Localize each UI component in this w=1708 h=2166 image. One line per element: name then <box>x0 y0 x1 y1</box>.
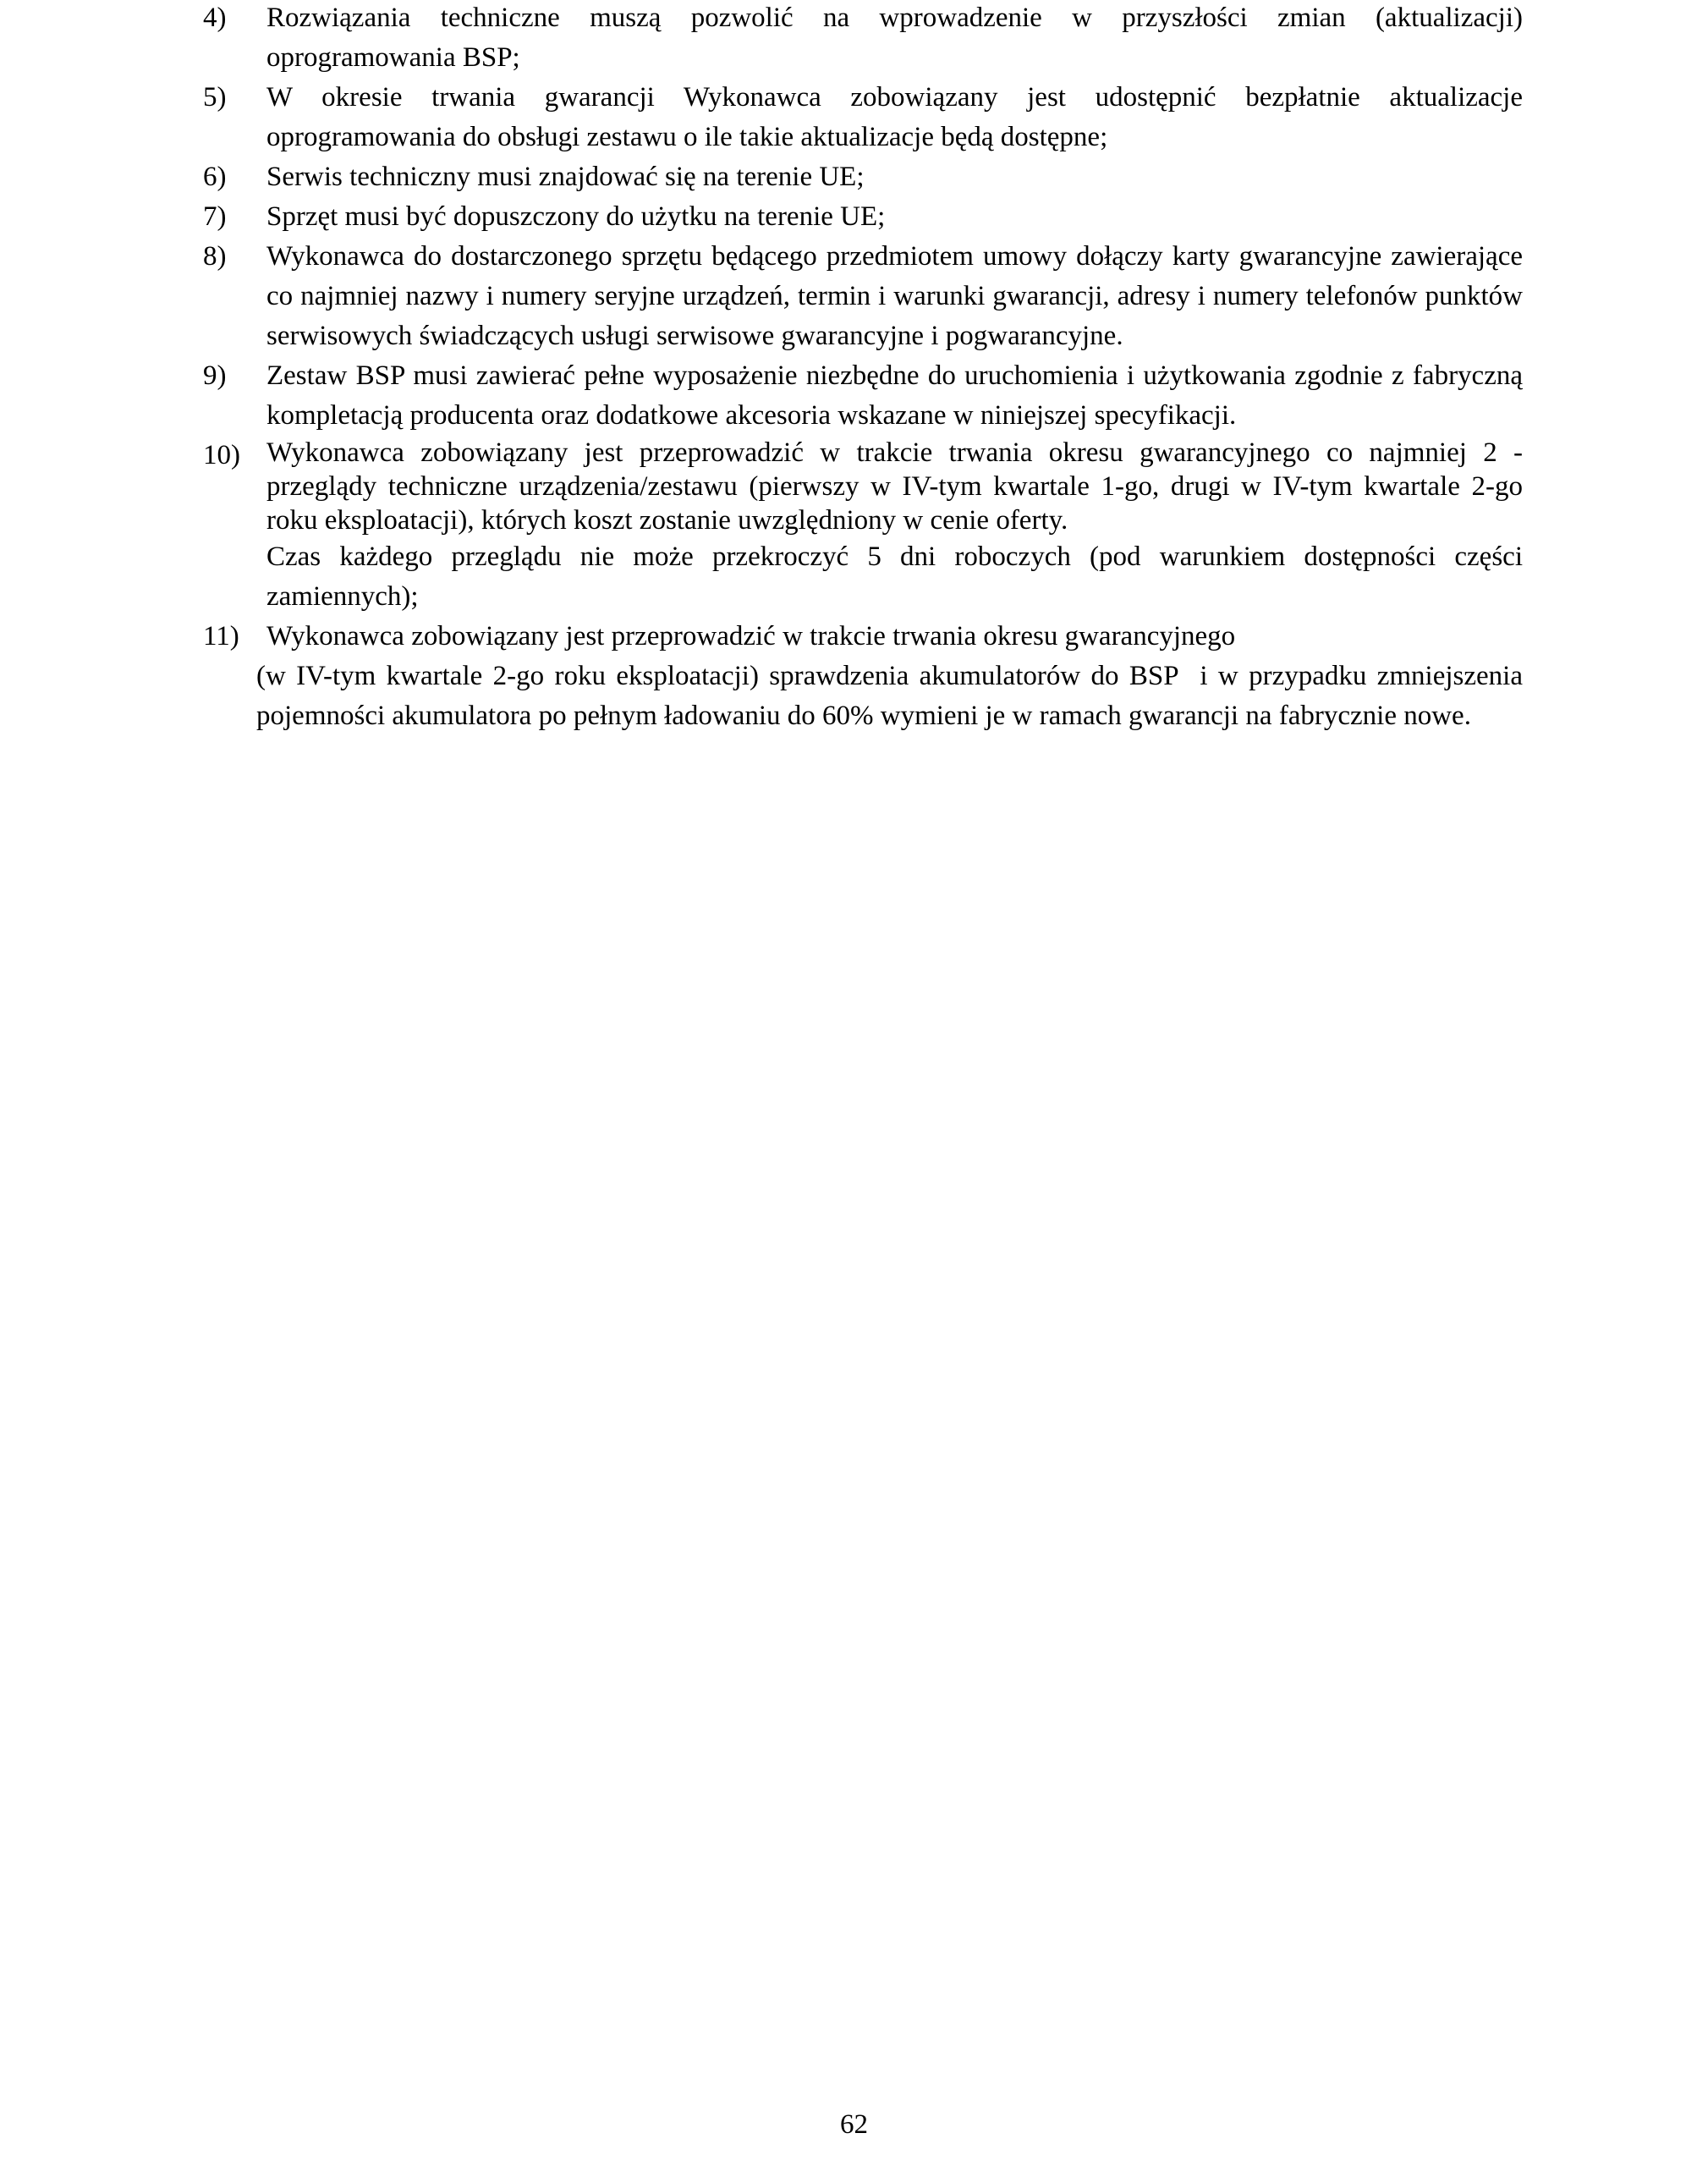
list-item <box>203 197 1523 237</box>
text-line: W okresie trwania gwarancji Wykonawca zobowiązany jest udostępnić bezpłatnie aktualizacje <box>266 82 1523 113</box>
item-marker: 5) <box>203 82 227 113</box>
item-paragraph <box>256 617 1523 736</box>
item-paragraph <box>266 0 1523 78</box>
list-item <box>203 0 1523 78</box>
text-line: Rozwiązania techniczne muszą pozwolić na wprowadzenie w przyszłości zmian (aktualizacji) <box>266 3 1523 33</box>
item-body <box>256 617 1523 736</box>
item-paragraph <box>266 78 1523 157</box>
item-paragraph <box>266 537 1523 617</box>
text-line: Zestaw BSP musi zawierać pełne wyposażenie niezbędne do uruchomienia i użytkowania zgodnie z fabryczną <box>266 360 1523 391</box>
text-line: oprogramowania do obsługi zestawu o ile takie aktualizacje będą dostępne; <box>266 122 1108 152</box>
text-line: oprogramowania BSP; <box>266 42 520 73</box>
item-marker: 8) <box>203 241 227 272</box>
text-line: Sprzęt musi być dopuszczony do użytku na terenie UE; <box>266 201 886 232</box>
requirements-list <box>203 0 1523 736</box>
item-marker: 6) <box>203 162 227 192</box>
text-line: Wykonawca do dostarczonego sprzętu będącego przedmiotem umowy dołączy karty gwarancyjne zawierające <box>266 241 1523 272</box>
item-marker: 10) <box>203 440 240 470</box>
item-paragraph <box>266 157 1523 197</box>
item-body <box>266 0 1523 78</box>
text-line: serwisowych świadczących usługi serwisowe gwarancyjne i pogwarancyjne. <box>266 321 1123 351</box>
list-item <box>203 157 1523 197</box>
list-item <box>203 356 1523 436</box>
text-line: Serwis techniczny musi znajdować się na terenie UE; <box>266 162 865 192</box>
item-body <box>266 356 1523 436</box>
text-line: kompletacją producenta oraz dodatkowe akcesoria wskazane w niniejszej specyfikacji. <box>266 400 1237 431</box>
item-marker: 7) <box>203 201 227 232</box>
list-item <box>203 617 1523 736</box>
item-paragraph <box>266 356 1523 436</box>
item-body <box>266 237 1523 356</box>
text-line: Czas każdego przeglądu nie może przekroczyć 5 dni roboczych (pod warunkiem dostępności części <box>266 542 1523 572</box>
item-body <box>266 157 1523 197</box>
item-marker: 11) <box>203 621 239 651</box>
text-line: przeglądy techniczne urządzenia/zestawu (pierwszy w IV-tym kwartale 1-go, drugi w IV-tym kwartale 2-go <box>266 471 1523 502</box>
item-paragraph <box>266 197 1523 237</box>
item-paragraph <box>266 436 1523 537</box>
item-marker: 9) <box>203 360 227 391</box>
text-line: zamiennych); <box>266 581 419 612</box>
item-body <box>266 436 1523 617</box>
list-item <box>203 78 1523 157</box>
text-line: pojemności akumulatora po pełnym ładowaniu do 60% wymieni je w ramach gwarancji na fabrycznie nowe. <box>256 701 1471 731</box>
item-marker: 4) <box>203 3 227 33</box>
list-item <box>203 436 1523 617</box>
text-line: Wykonawca zobowiązany jest przeprowadzić w trakcie trwania okresu gwarancyjnego <box>266 621 1236 651</box>
text-line: Wykonawca zobowiązany jest przeprowadzić w trakcie trwania okresu gwarancyjnego co najmniej 2 - <box>266 437 1523 468</box>
text-line: (w IV-tym kwartale 2-go roku eksploatacji) sprawdzenia akumulatorów do BSP i w przypadku zmniejszenia <box>256 661 1523 691</box>
list-item <box>203 237 1523 356</box>
item-body <box>266 197 1523 237</box>
item-body <box>266 78 1523 157</box>
text-line: co najmniej nazwy i numery seryjne urządzeń, termin i warunki gwarancji, adresy i numery telefonów punktów <box>266 281 1523 311</box>
text-line: roku eksploatacji), których koszt zostanie uwzględniony w cenie oferty. <box>266 505 1068 536</box>
page-number: 62 <box>840 2109 868 2140</box>
item-paragraph <box>266 237 1523 356</box>
